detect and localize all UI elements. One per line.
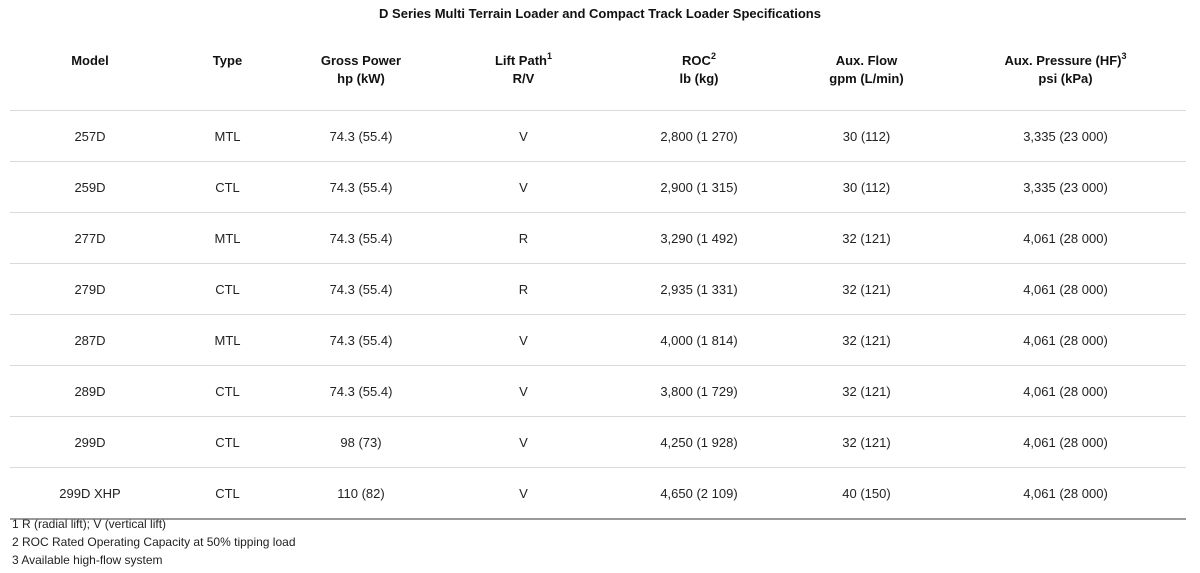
cell-gross-power: 74.3 (55.4) <box>285 315 437 366</box>
table-row <box>10 111 1186 162</box>
cell-aux-flow: 40 (150) <box>788 468 945 520</box>
cell-aux-flow: 32 (121) <box>788 417 945 468</box>
column-header-title: Gross Power <box>320 53 402 68</box>
column-header-type <box>170 52 285 111</box>
cell-type: CTL <box>170 366 285 417</box>
column-header-title: ROC <box>682 53 711 68</box>
column-header-unit: lb (kg) <box>679 71 719 86</box>
cell-gross-power: 74.3 (55.4) <box>285 264 437 315</box>
column-header-lift-path <box>437 52 610 111</box>
table-row <box>10 264 1186 315</box>
cell-model: 287D <box>10 315 170 366</box>
cell-roc: 3,290 (1 492) <box>610 213 788 264</box>
footnote-marker: 1 <box>546 50 552 61</box>
cell-lift-path: V <box>437 468 610 520</box>
cell-model: 299D <box>10 417 170 468</box>
footnote-item: 1 R (radial lift); V (vertical lift) <box>12 517 167 531</box>
column-header-title: Type <box>212 53 243 68</box>
cell-roc: 4,000 (1 814) <box>610 315 788 366</box>
cell-gross-power: 98 (73) <box>285 417 437 468</box>
column-header-title: Model <box>71 53 109 68</box>
column-header-unit: R/V <box>512 71 535 86</box>
cell-aux-pressure: 4,061 (28 000) <box>945 366 1186 417</box>
footnote-item: 2 ROC Rated Operating Capacity at 50% tipping load <box>12 535 296 549</box>
column-header-model <box>10 52 170 111</box>
cell-aux-flow: 32 (121) <box>788 315 945 366</box>
cell-aux-pressure: 4,061 (28 000) <box>945 468 1186 520</box>
cell-lift-path: R <box>437 213 610 264</box>
cell-roc: 4,250 (1 928) <box>610 417 788 468</box>
cell-type: MTL <box>170 213 285 264</box>
cell-model: 277D <box>10 213 170 264</box>
table-row <box>10 417 1186 468</box>
cell-gross-power: 74.3 (55.4) <box>285 111 437 162</box>
specifications-table <box>10 52 1186 520</box>
cell-lift-path: V <box>437 315 610 366</box>
table-body <box>10 111 1186 520</box>
cell-type: CTL <box>170 417 285 468</box>
cell-aux-pressure: 4,061 (28 000) <box>945 264 1186 315</box>
cell-lift-path: V <box>437 162 610 213</box>
column-header-unit: hp (kW) <box>337 71 385 86</box>
cell-lift-path: V <box>437 366 610 417</box>
table-row <box>10 162 1186 213</box>
cell-model: 279D <box>10 264 170 315</box>
cell-aux-flow: 32 (121) <box>788 264 945 315</box>
footnote-item: 3 Available high-flow system <box>12 553 163 567</box>
cell-roc: 2,935 (1 331) <box>610 264 788 315</box>
cell-aux-pressure: 3,335 (23 000) <box>945 162 1186 213</box>
cell-type: MTL <box>170 315 285 366</box>
cell-aux-flow: 32 (121) <box>788 366 945 417</box>
cell-aux-pressure: 4,061 (28 000) <box>945 315 1186 366</box>
table-row <box>10 366 1186 417</box>
page-title: D Series Multi Terrain Loader and Compact Track Loader Specifications <box>379 6 821 21</box>
column-header-roc <box>610 52 788 111</box>
cell-type: CTL <box>170 264 285 315</box>
cell-aux-flow: 30 (112) <box>788 111 945 162</box>
cell-model: 299D XHP <box>10 468 170 520</box>
cell-gross-power: 74.3 (55.4) <box>285 366 437 417</box>
header-row <box>10 52 1186 111</box>
column-header-aux-flow <box>788 52 945 111</box>
column-header-gross-power <box>285 52 437 111</box>
cell-aux-flow: 30 (112) <box>788 162 945 213</box>
cell-roc: 4,650 (2 109) <box>610 468 788 520</box>
cell-lift-path: V <box>437 417 610 468</box>
cell-aux-pressure: 3,335 (23 000) <box>945 111 1186 162</box>
cell-model: 259D <box>10 162 170 213</box>
cell-roc: 2,900 (1 315) <box>610 162 788 213</box>
footnote-marker: 3 <box>1121 50 1127 61</box>
footnote-marker: 2 <box>710 50 716 61</box>
cell-type: CTL <box>170 162 285 213</box>
column-header-title: Aux. Flow <box>835 53 898 68</box>
cell-roc: 3,800 (1 729) <box>610 366 788 417</box>
cell-type: MTL <box>170 111 285 162</box>
cell-model: 257D <box>10 111 170 162</box>
cell-roc: 2,800 (1 270) <box>610 111 788 162</box>
cell-aux-pressure: 4,061 (28 000) <box>945 213 1186 264</box>
table-row <box>10 213 1186 264</box>
cell-type: CTL <box>170 468 285 520</box>
column-header-title: Lift Path <box>494 53 547 68</box>
table-row <box>10 468 1186 520</box>
cell-gross-power: 74.3 (55.4) <box>285 213 437 264</box>
cell-gross-power: 74.3 (55.4) <box>285 162 437 213</box>
column-header-unit: psi (kPa) <box>1038 71 1093 86</box>
cell-aux-pressure: 4,061 (28 000) <box>945 417 1186 468</box>
cell-model: 289D <box>10 366 170 417</box>
footnotes <box>12 515 296 569</box>
column-header-unit: gpm (L/min) <box>829 71 904 86</box>
cell-aux-flow: 32 (121) <box>788 213 945 264</box>
cell-gross-power: 110 (82) <box>285 468 437 520</box>
table-header <box>10 52 1186 111</box>
table-row <box>10 315 1186 366</box>
column-header-title: Aux. Pressure (HF) <box>1004 53 1122 68</box>
cell-lift-path: R <box>437 264 610 315</box>
column-header-aux-pressure <box>945 52 1186 111</box>
cell-lift-path: V <box>437 111 610 162</box>
